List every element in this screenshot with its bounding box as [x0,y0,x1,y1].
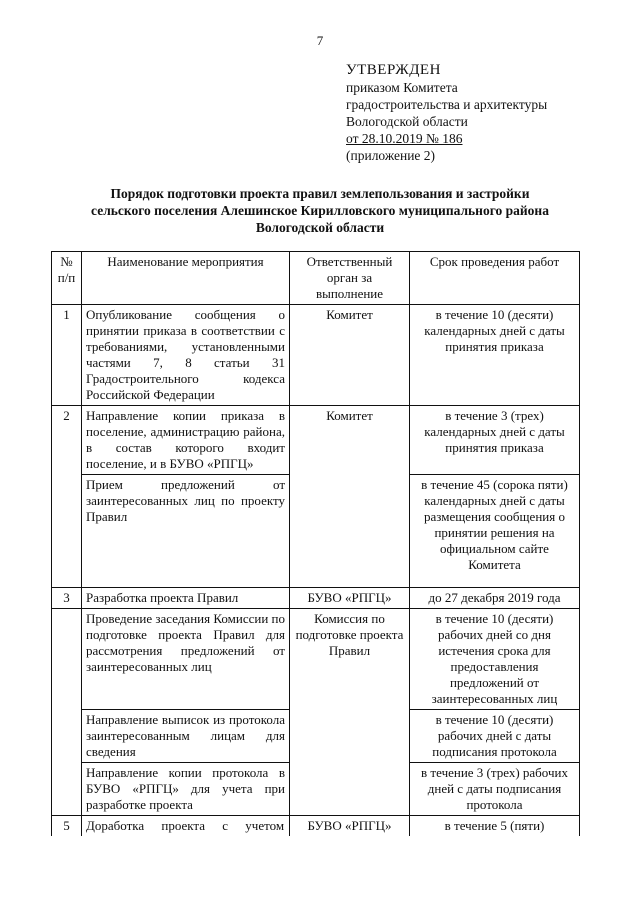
row-num: 5 [52,816,82,837]
row-term: в течение 5 (пяти) [410,816,580,837]
page-number: 7 [316,33,324,48]
header-responsible: Ответственный орган за выполнение [290,252,410,305]
table-row [52,609,580,710]
row-term: в течение 3 (трех) календарных дней с даты принятия приказа [410,406,580,475]
header-num: № п/п [52,252,82,305]
row-term: в течение 45 (сорока пяти) календарных дней с даты размещения сообщения о принятии решения на официальном сайте Комитета [410,475,580,588]
document-title [40,185,600,236]
document-title-line: Вологодской области [255,220,385,235]
table-row [52,406,580,475]
table-row [52,588,580,609]
row-activity: Разработка проекта Правил [82,588,290,609]
row-activity: Направление копии приказа в поселение, администрацию района, в состав которого входит поселение, и в БУВО «РПГЦ» [82,406,290,475]
row-activity: Направление копии протокола в БУВО «РПГЦ» для учета при разработке проекта [82,763,290,816]
table-header-row [52,252,580,305]
row-responsible: Комиссия по подготовке проекта Правил [290,609,410,816]
row-responsible: БУВО «РПГЦ» [290,816,410,837]
table-row [52,816,580,837]
schedule-table [51,251,580,836]
table-row [52,305,580,406]
row-responsible: БУВО «РПГЦ» [290,588,410,609]
row-num: 1 [52,305,82,406]
row-activity: Опубликование сообщения о принятии приказа в соответствии с требованиями, установленными частями 7, 8 статьи 31 Градостроительного кодекса Российской Федерации [82,305,290,406]
document-title-line: Порядок подготовки проекта правил землепользования и застройки [110,186,530,201]
document-title-line: сельского поселения Алешинское Кирилловского муниципального района [91,203,549,218]
row-activity: Прием предложений от заинтересованных лиц по проекту Правил [82,475,290,588]
approval-line: градостроительства и архитектуры [346,97,548,112]
row-num: 2 [52,406,82,588]
row-activity: Проведение заседания Комиссии по подготовке проекта Правил для рассмотрения предложений от заинтересованных лиц [82,609,290,710]
row-term: в течение 10 (десяти) календарных дней с даты принятия приказа [410,305,580,406]
approval-line: приказом Комитета [346,80,458,95]
row-responsible: Комитет [290,406,410,588]
row-term: в течение 3 (трех) рабочих дней с даты подписания протокола [410,763,580,816]
approval-line: Вологодской области [346,114,468,129]
header-term: Срок проведения работ [410,252,580,305]
approval-title: УТВЕРЖДЕН [346,62,441,78]
approval-date-number: от 28.10.2019 № 186 [346,131,463,146]
row-activity: Направление выписок из протокола заинтересованным лицам для сведения [82,710,290,763]
approval-block [346,62,547,164]
row-num [52,609,82,816]
row-term: в течение 10 (десяти) рабочих дней со дня истечения срока для предоставления предложений от заинтересованных лиц [410,609,580,710]
approval-appendix: (приложение 2) [346,148,436,163]
row-num: 3 [52,588,82,609]
row-responsible: Комитет [290,305,410,406]
row-term: до 27 декабря 2019 года [410,588,580,609]
row-term: в течение 10 (десяти) рабочих дней с даты подписания протокола [410,710,580,763]
header-activity: Наименование мероприятия [82,252,290,305]
row-activity: Доработка проекта с учетом [82,816,290,837]
